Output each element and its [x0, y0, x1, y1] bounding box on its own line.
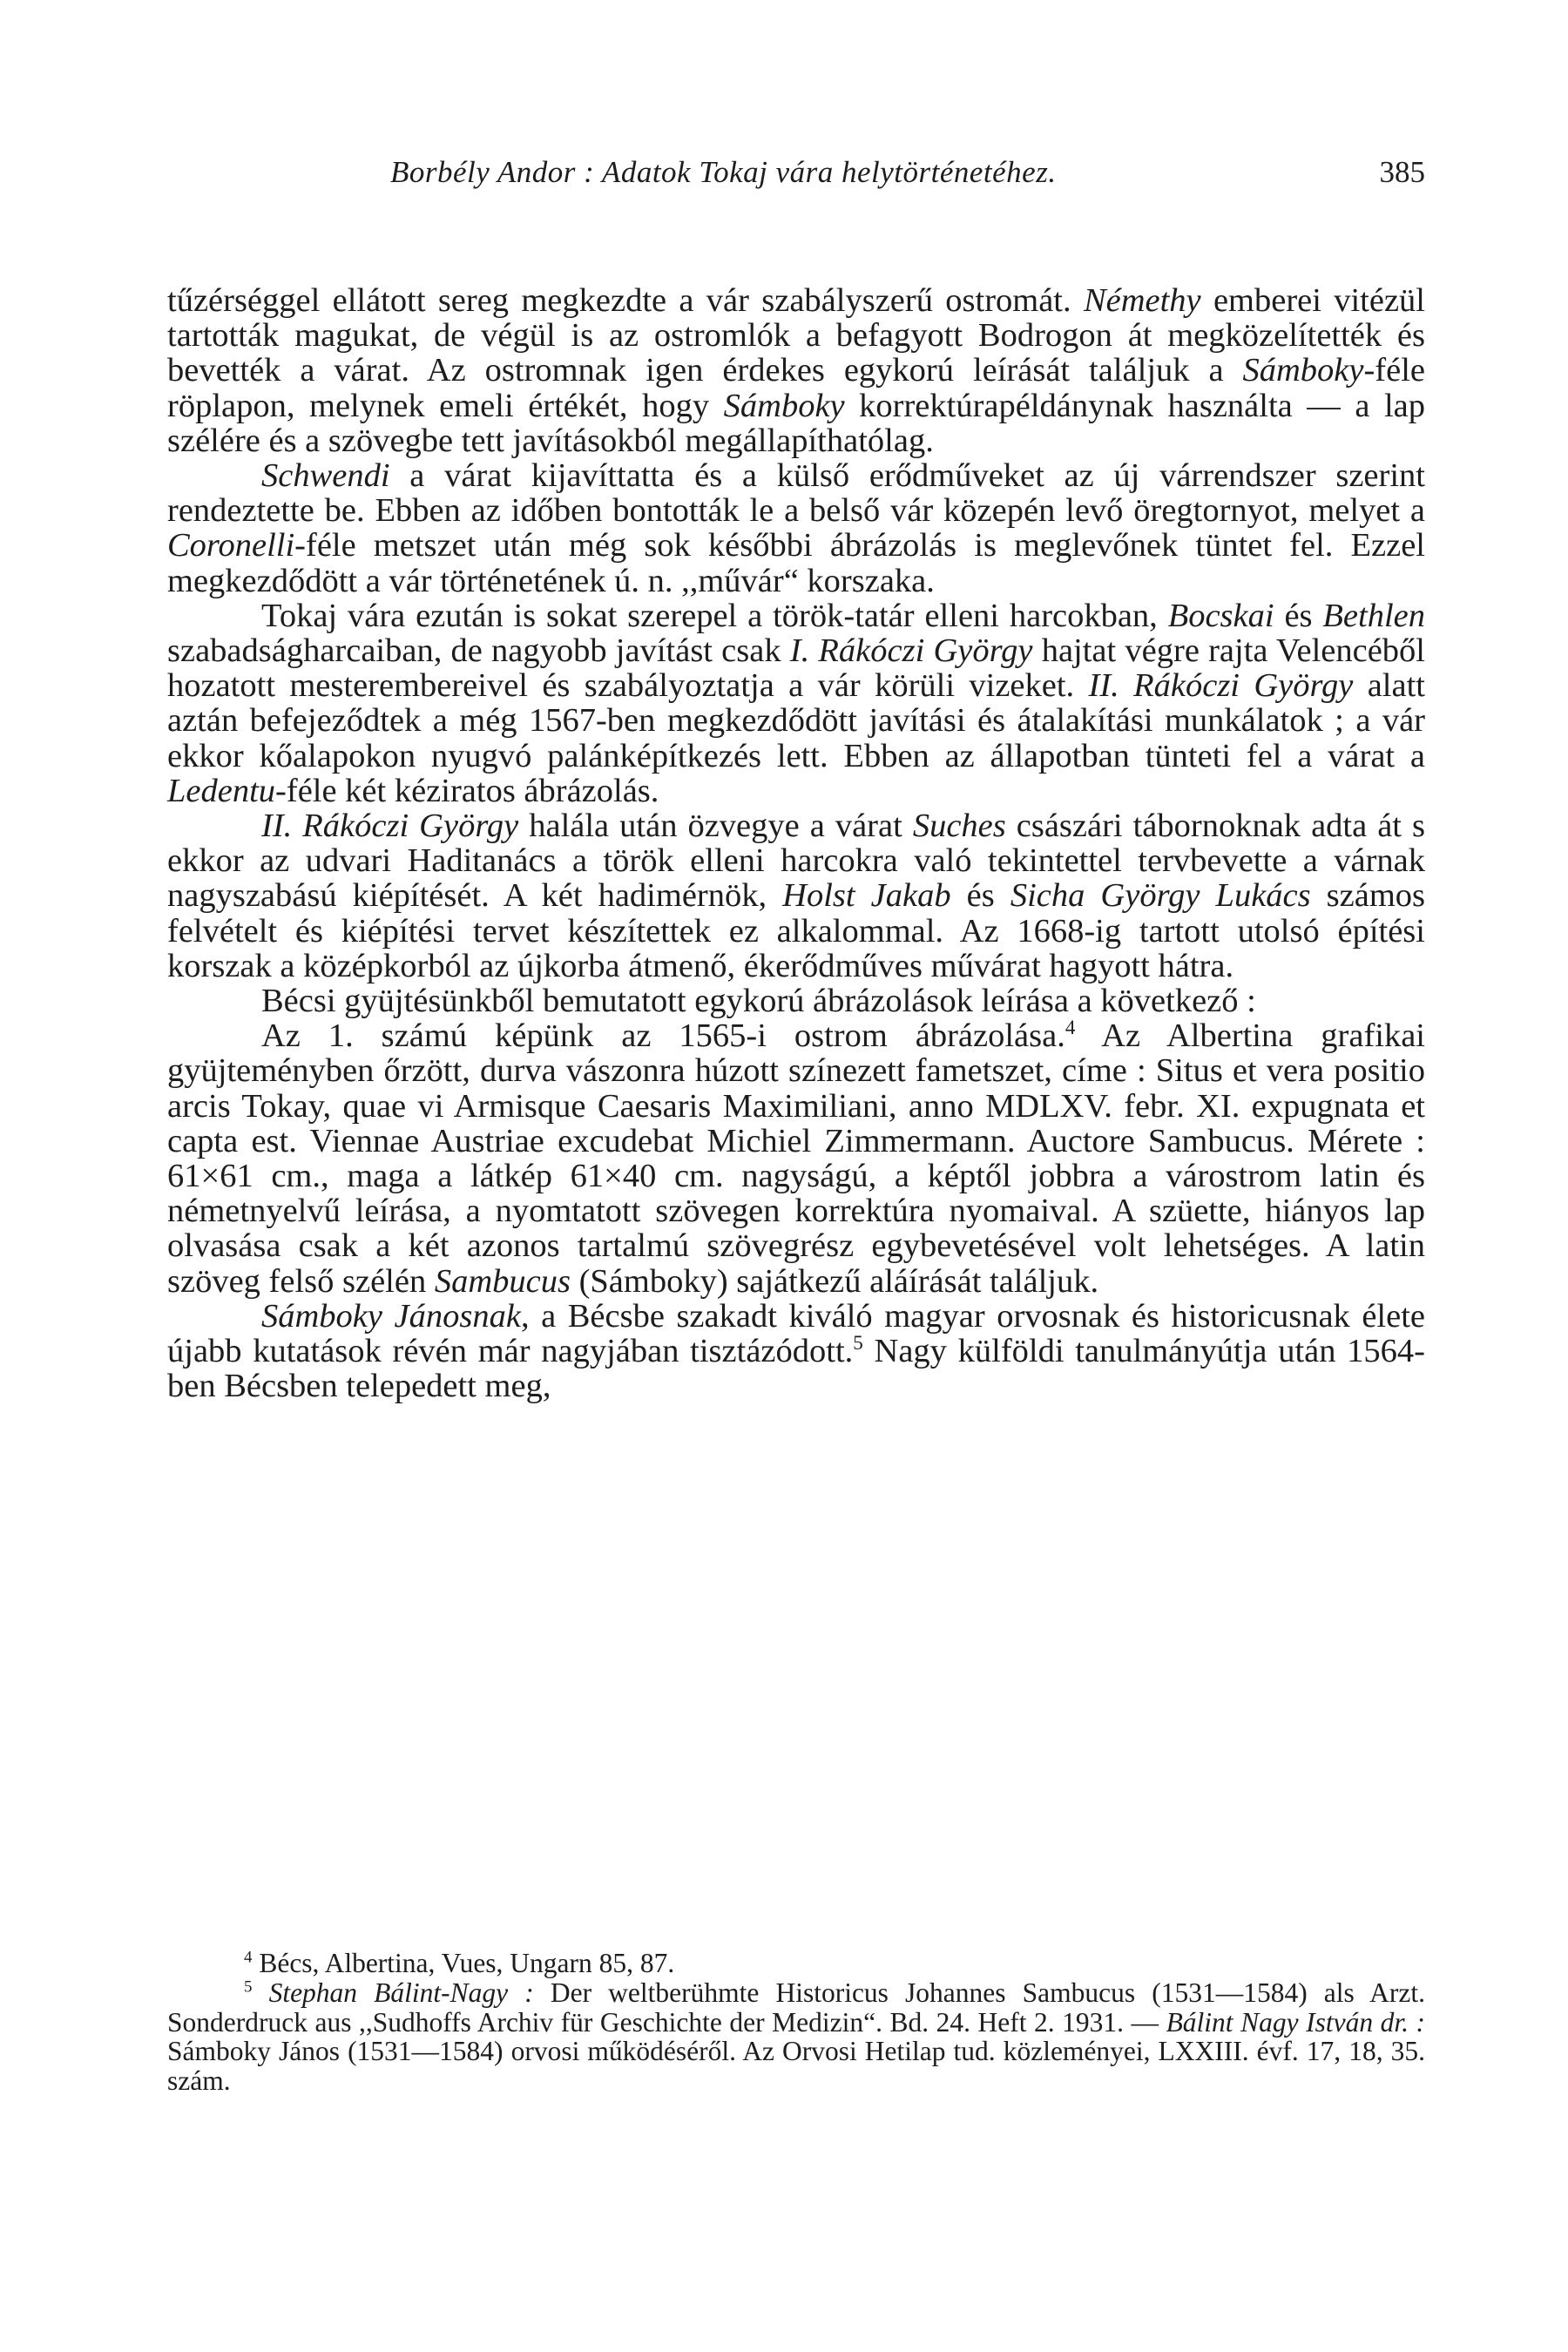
italic-span: Sámboky [1242, 352, 1364, 389]
text-span: Der weltberühmte Historicus Johannes Sambucus (1531—1584) als Arzt. Sonderdruck aus ,,Sudhoffs Archiv für Geschichte der Medizin“. Bd. 24. Heft 2. 1931. — [167, 1977, 1426, 2038]
text-span: halála után özvegye a várat [518, 808, 913, 845]
italic-span: Bálint Nagy István dr. : [1166, 2006, 1425, 2038]
italic-span: Coronelli [167, 527, 295, 564]
italic-span: II. Rákóczi György [1088, 667, 1354, 705]
text-span: szabadságharcaiban, de nagyobb javítást csak [167, 632, 790, 670]
text-span: Bécsi gyüjtésünkből bemutatott egykorú ábrázolások leírása a következő : [261, 983, 1256, 1020]
text-span: tűzérséggel ellátott sereg megkezdte a vár szabályszerű ostromát. [167, 282, 1084, 319]
italic-span: Stephan Bálint-Nagy : [268, 1977, 534, 2008]
footnote-marker: 5 [244, 1977, 253, 1997]
footnote-fn5 [167, 1978, 1425, 2096]
italic-span: Sicha György Lukács [1010, 877, 1311, 915]
text-span: -féle metszet után még sok későbbi ábrázolás is meglevőnek tüntet fel. Ezzel megkezdődött a vár történetének ú. n. ,,művár“ korszaka. [167, 527, 1425, 599]
paragraph-p6 [167, 1018, 1425, 1299]
text-span: hajtat végre rajta Velencéből hozatott mesterembereivel és szabályoztatja a vár körüli vizeket. [167, 632, 1425, 705]
italic-span: II. Rákóczi György [261, 808, 519, 845]
italic-span: Holst Jakab [782, 877, 951, 915]
text-span: (Sámboky) sajátkezű aláírását találjuk. [570, 1262, 1099, 1300]
running-title: Borbély Andor : Adatok Tokaj vára helytörténetéhez. [390, 155, 1057, 189]
text-span: és [1274, 597, 1323, 634]
italic-span: I. Rákóczi György [789, 632, 1033, 670]
text-span: Az Albertina grafikai gyüjteményben őrzött, durva vászonra húzott színezett fametszet, címe : Situs et vera positio arcis Tokay, quae vi Armisque Caesaris Maximiliani, anno MDLXV. febr. XI. expugnata et capta est. Viennae Austriae excudebat Michiel Zimmermann. Auctore Sambucus. Mérete : 61×61 cm., maga a látkép 61×40 cm. nagyságú, a képtől jobbra a várostrom latin és németnyelvű leírása, a nyomtatott szövegen korrektúra nyomaival. A szüette, hiányos lap olvasása csak a két azonos tartalmú szövegrész egybevetésével volt lehetséges. A latin szöveg felső szélén [167, 1017, 1425, 1300]
italic-span: Sambucus [434, 1262, 571, 1300]
paragraph-p7 [167, 1299, 1425, 1404]
italic-span: Bethlen [1322, 597, 1425, 634]
italic-span: Bocskai [1167, 597, 1274, 634]
text-span: Az 1. számú képünk az 1565-i ostrom ábrázolása. [261, 1017, 1065, 1055]
page-number: 385 [1379, 155, 1425, 189]
footnote-marker: 4 [244, 1948, 253, 1967]
footnote-fn4 [167, 1949, 1425, 1978]
paragraph-p3 [167, 598, 1425, 808]
text-span: Bécs, Albertina, Vues, Ungarn 85, 87. [252, 1948, 675, 1978]
text-span: Sámboky János (1531—1584) orvosi működéséről. Az Orvosi Hetilap tud. közleményei, LXXIII. évf. 17, 18, 35. szám. [167, 2036, 1425, 2097]
text-span: alatt aztán befejeződtek a még 1567-ben megkezdődött javítási és átalakítási munkálatok ; a vár ekkor kőalapokon nyugvó palánképítkezés lett. Ebben az állapotban tünteti fel a várat a [167, 667, 1425, 774]
italic-span: Sámboky Jánosnak [261, 1297, 521, 1335]
footnote-marker: 5 [853, 1331, 863, 1355]
text-span: , a Bécsbe szakadt kiváló magyar orvosnak és historicusnak élete újabb kutatások révén már nagyjában tisztázódott. [167, 1297, 1425, 1370]
italic-span: Suches [912, 808, 1006, 845]
footnote-marker: 4 [1064, 1016, 1076, 1039]
paragraph-p1 [167, 283, 1425, 458]
italic-span: Sámboky [723, 387, 845, 424]
text-span: -féle két kéziratos ábrázolás. [275, 772, 659, 809]
italic-span: Schwendi [261, 457, 390, 495]
body-text [167, 283, 1425, 1404]
text-span: Nagy külföldi tanulmányútja után 1564-ben Bécsben telepedett meg, [167, 1333, 1425, 1405]
paragraph-p2 [167, 458, 1425, 598]
paragraph-p5 [167, 983, 1425, 1018]
italic-span: Némethy [1083, 282, 1201, 319]
text-span: Tokaj vára ezután is sokat szerepel a török-tatár elleni harcokban, [261, 597, 1168, 634]
text-span: és [950, 877, 1010, 915]
italic-span: Ledentu [167, 772, 276, 809]
text-span [252, 1977, 268, 2008]
text-span: emberei vitézül tartották magukat, de végül is az ostromlók a befagyott Bodrogon át megközelítették és bevették a várat. Az ostromnak igen érdekes egykorú leírását találjuk a [167, 282, 1426, 389]
text-span: számos felvételt és kiépítési tervet készítettek ez alkalommal. Az 1668-ig tartott utolsó építési korszak a középkorból az újkorba átmenő, ékerődműves művárat hagyott hátra. [167, 877, 1426, 984]
paragraph-p4 [167, 808, 1425, 983]
text-span: a várat kijavíttatta és a külső erődműveket az új várrendszer szerint rendeztette be. Ebben az időben bontották le a belső vár közepén levő öregtornyot, melyet a [167, 457, 1425, 530]
text-span: korrektúrapéldánynak használta — a lap szélére és a szövegbe tett javításokból megállapíthatólag. [167, 387, 1425, 459]
text-span: császári tábornoknak adta át s ekkor az udvari Haditanács a török elleni harcokra való tekintettel tervbevette a várnak nagyszabású kiépítését. A két hadimérnök, [167, 808, 1425, 915]
footnotes [167, 1949, 1425, 2096]
running-header [167, 155, 1425, 197]
text-span: -féle röplapon, melynek emeli értékét, hogy [167, 352, 1425, 424]
